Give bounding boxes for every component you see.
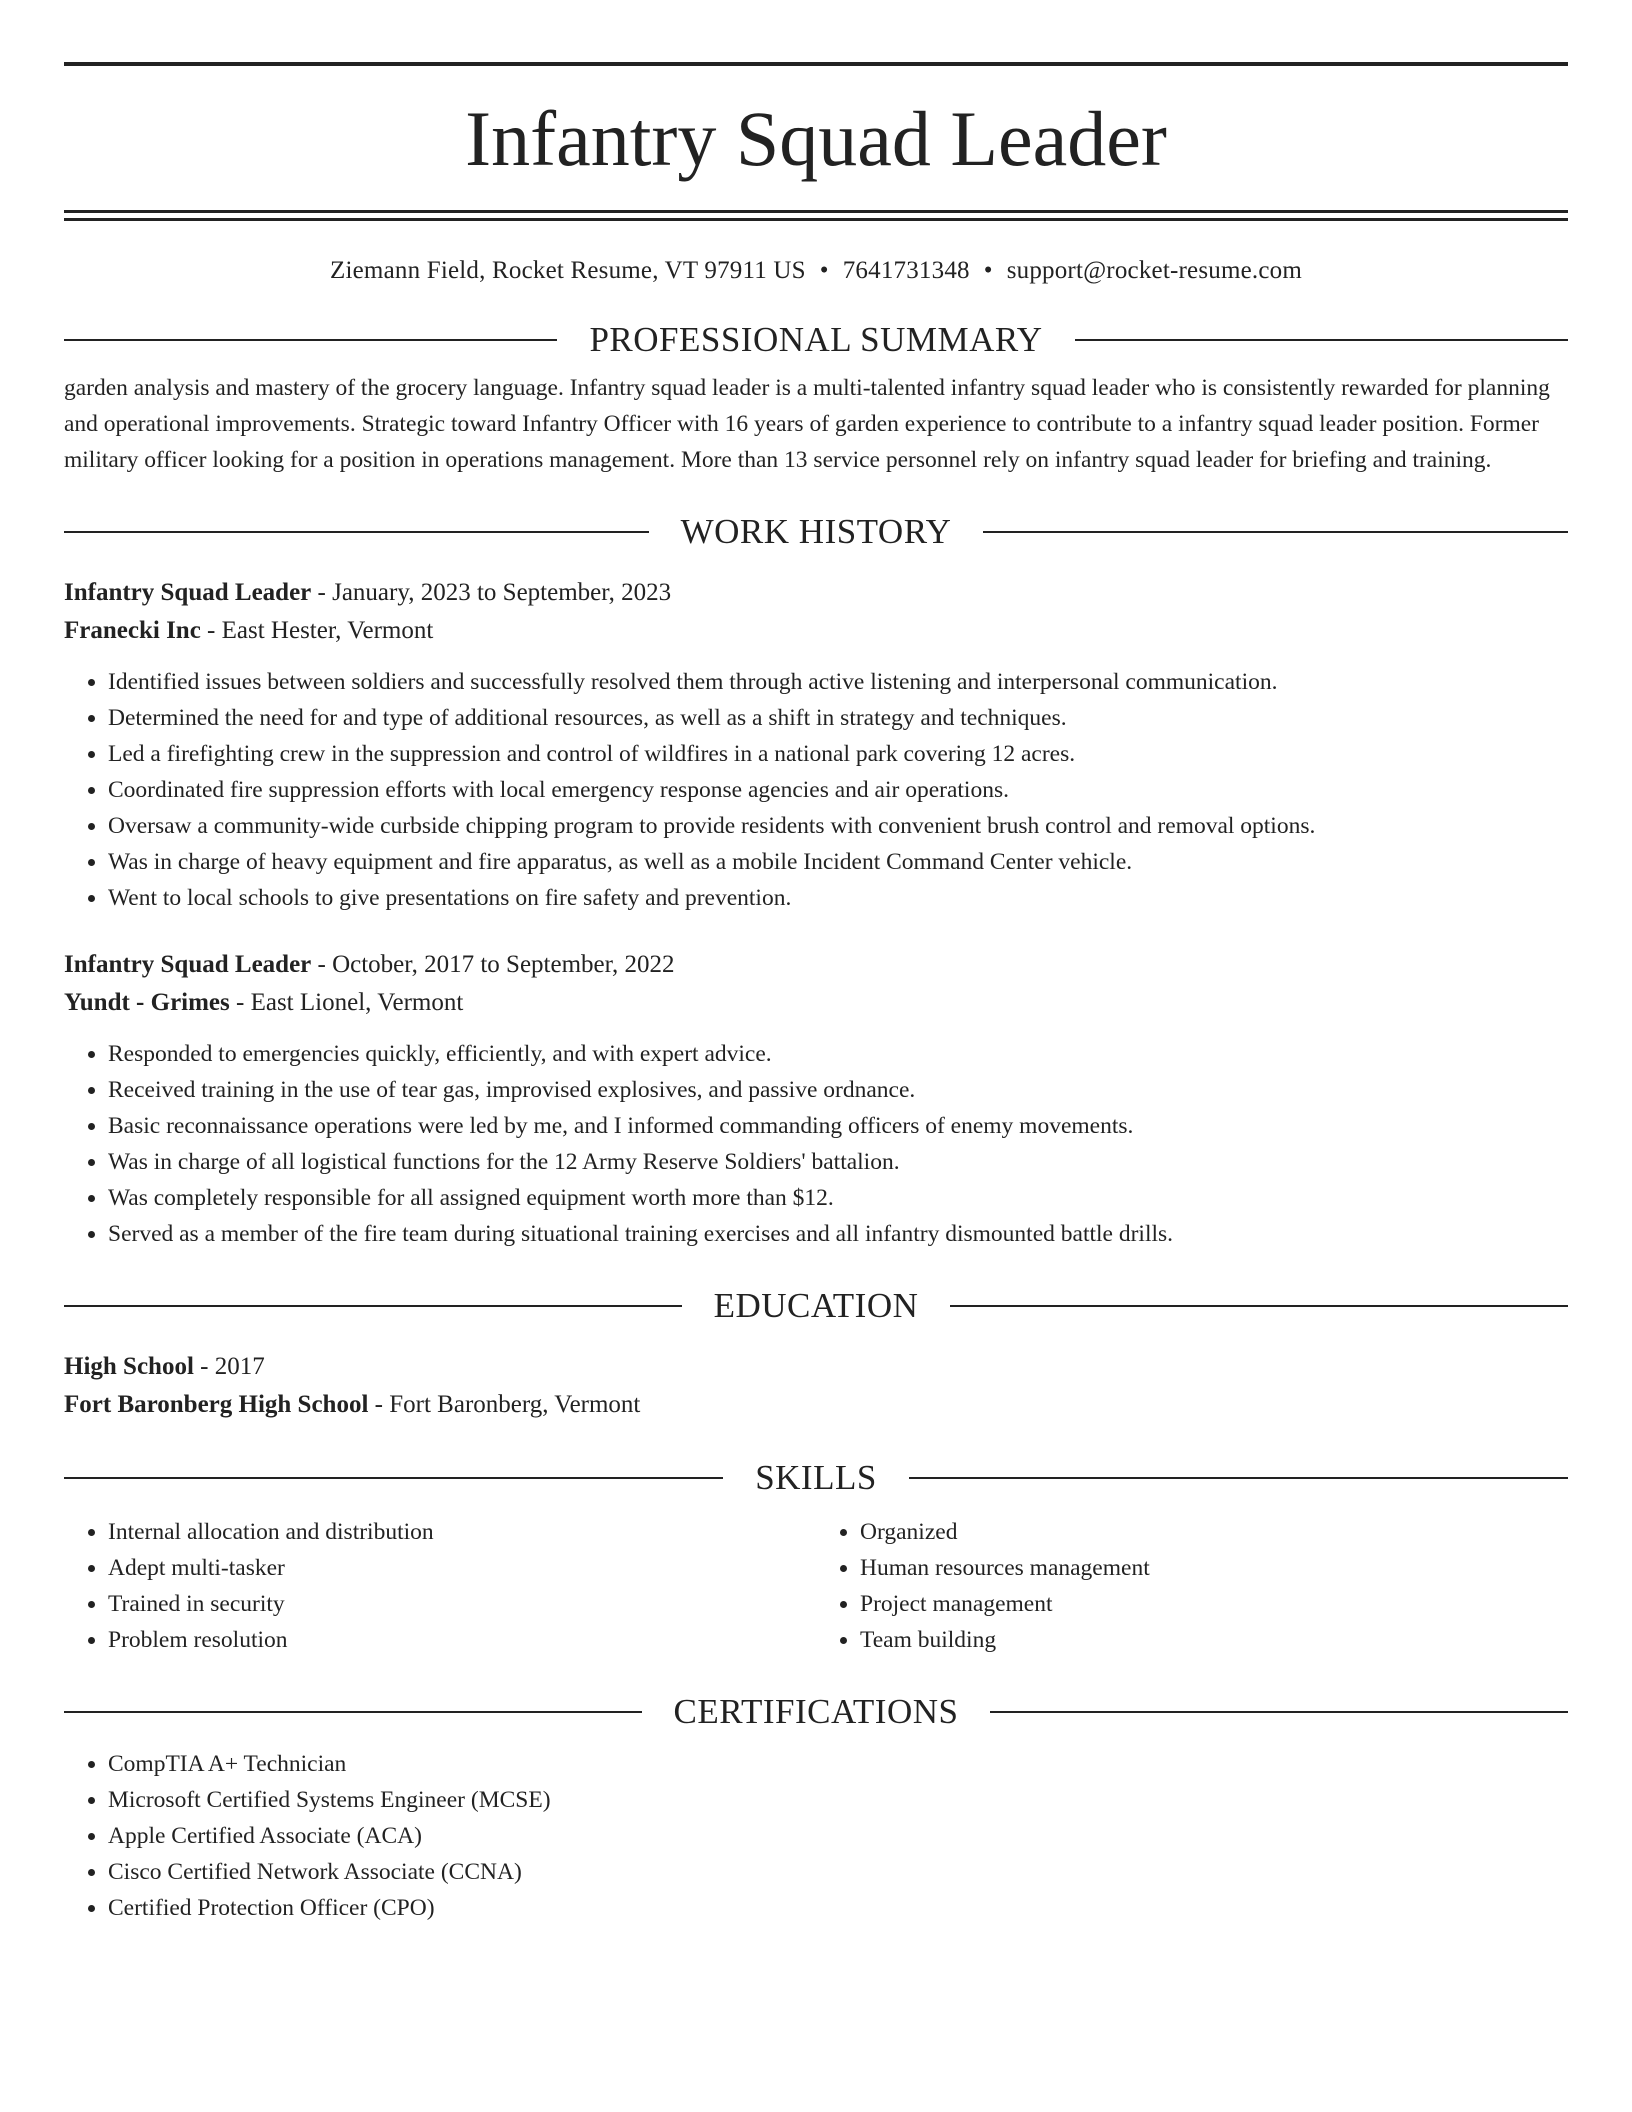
job-bullet: • Determined the need for and type of additional resources, as well as a shift in strategy and techniques. (108, 700, 1568, 736)
certification-item: • CompTIA A+ Technician (108, 1746, 1568, 1782)
heading-rule (983, 531, 1568, 533)
section-heading-certifications (64, 1692, 1568, 1732)
contact-separator: • (819, 257, 829, 284)
heading-rule (64, 1477, 723, 1479)
job-bullet: • Responded to emergencies quickly, efficiently, and with expert advice. (108, 1036, 1568, 1072)
resume-name: Infantry Squad Leader (465, 95, 1167, 182)
skill-item: • Team building (860, 1622, 1568, 1658)
skill-item: • Project management (860, 1586, 1568, 1622)
job-bullet: • Was in charge of heavy equipment and fire apparatus, as well as a mobile Incident Command Center vehicle. (108, 844, 1568, 880)
skills-heading: SKILLS (755, 1458, 877, 1497)
certification-item: • Certified Protection Officer (CPO) (108, 1890, 1568, 1926)
heading-rule (64, 1711, 642, 1713)
section-heading-summary (64, 320, 1568, 360)
education-degree: High School (64, 1353, 194, 1380)
education-school-line (64, 1386, 1568, 1424)
job-company: Franecki Inc (64, 617, 201, 644)
job-location: - East Lionel, Vermont (229, 989, 464, 1016)
job-title: Infantry Squad Leader (64, 951, 312, 978)
heading-rule (64, 531, 649, 533)
contact-line (64, 256, 1568, 286)
education-heading: EDUCATION (713, 1286, 919, 1325)
contact-phone: 7641731348 (842, 257, 970, 284)
certifications-list (64, 1746, 1568, 1926)
job-bullet: • Served as a member of the fire team during situational training exercises and all infantry dismounted battle drills. (108, 1216, 1568, 1252)
certification-item: • Microsoft Certified Systems Engineer (MCSE) (108, 1782, 1568, 1818)
certification-item: • Apple Certified Associate (ACA) (108, 1818, 1568, 1854)
skill-item: • Problem resolution (108, 1622, 816, 1658)
skills-right-list (816, 1514, 1568, 1658)
job-bullet: • Basic reconnaissance operations were led by me, and I informed commanding officers of enemy movements. (108, 1108, 1568, 1144)
job-title-line (64, 574, 1568, 612)
resume-page (64, 0, 1568, 1926)
job-bullet: • Received training in the use of tear gas, improvised explosives, and passive ordnance. (108, 1072, 1568, 1108)
top-rule (64, 62, 1568, 66)
heading-rule (950, 1305, 1568, 1307)
skills-left-list (64, 1514, 816, 1658)
education-school: Fort Baronberg High School (64, 1391, 369, 1418)
section-heading-education (64, 1286, 1568, 1326)
heading-rule (1075, 339, 1568, 341)
job-bullet-list (64, 664, 1568, 916)
heading-rule (909, 1477, 1568, 1479)
summary-text: garden analysis and mastery of the grocery language. Infantry squad leader is a multi-talented infantry squad leader who is consistently rewarded for planning and operational improvements. Strategic toward Infantry Officer with 16 years of garden experience to contribute to a infantry squad leader position. Former military officer looking for a position in operations management. More than 13 service personnel rely on infantry squad leader for briefing and training. (64, 375, 1550, 473)
double-rule (64, 210, 1568, 221)
job-title-line (64, 946, 1568, 984)
job-bullet: • Was in charge of all logistical functions for the 12 Army Reserve Soldiers' battalion. (108, 1144, 1568, 1180)
contact-email: support@rocket-resume.com (1006, 257, 1302, 284)
job-company: Yundt - Grimes (64, 989, 230, 1016)
skill-item: • Trained in security (108, 1586, 816, 1622)
job-location: - East Hester, Vermont (200, 617, 434, 644)
heading-rule (990, 1711, 1568, 1713)
section-heading-skills (64, 1458, 1568, 1498)
education-year: - 2017 (193, 1353, 265, 1380)
job-company-line (64, 612, 1568, 650)
skill-item: • Internal allocation and distribution (108, 1514, 816, 1550)
skill-item: • Adept multi-tasker (108, 1550, 816, 1586)
job-bullet: • Went to local schools to give presentations on fire safety and prevention. (108, 880, 1568, 916)
contact-address: Ziemann Field, Rocket Resume, VT 97911 US (330, 257, 806, 284)
skill-item: • Organized (860, 1514, 1568, 1550)
section-heading-work (64, 512, 1568, 552)
heading-rule (64, 1305, 682, 1307)
job-dates: - October, 2017 to September, 2022 (311, 951, 675, 978)
job-bullet: • Coordinated fire suppression efforts with local emergency response agencies and air operations. (108, 772, 1568, 808)
job-bullet: • Was completely responsible for all assigned equipment worth more than $12. (108, 1180, 1568, 1216)
work-heading: WORK HISTORY (680, 512, 952, 551)
job-bullet: • Oversaw a community-wide curbside chipping program to provide residents with convenient brush control and removal options. (108, 808, 1568, 844)
heading-rule (64, 339, 557, 341)
job-bullet-list (64, 1036, 1568, 1252)
skills-columns (64, 1514, 1568, 1658)
skill-item: • Human resources management (860, 1550, 1568, 1586)
job-title: Infantry Squad Leader (64, 579, 312, 606)
education-location: - Fort Baronberg, Vermont (368, 1391, 641, 1418)
contact-separator: • (983, 257, 993, 284)
certification-item: • Cisco Certified Network Associate (CCNA) (108, 1854, 1568, 1890)
job-dates: - January, 2023 to September, 2023 (311, 579, 672, 606)
certifications-heading: CERTIFICATIONS (673, 1692, 959, 1731)
job-bullet: • Identified issues between soldiers and successfully resolved them through active listening and interpersonal communication. (108, 664, 1568, 700)
job-bullet: • Led a firefighting crew in the suppression and control of wildfires in a national park covering 12 acres. (108, 736, 1568, 772)
education-degree-line (64, 1348, 1568, 1386)
job-list (64, 574, 1568, 1252)
job-company-line (64, 984, 1568, 1022)
summary-heading: PROFESSIONAL SUMMARY (589, 320, 1043, 359)
